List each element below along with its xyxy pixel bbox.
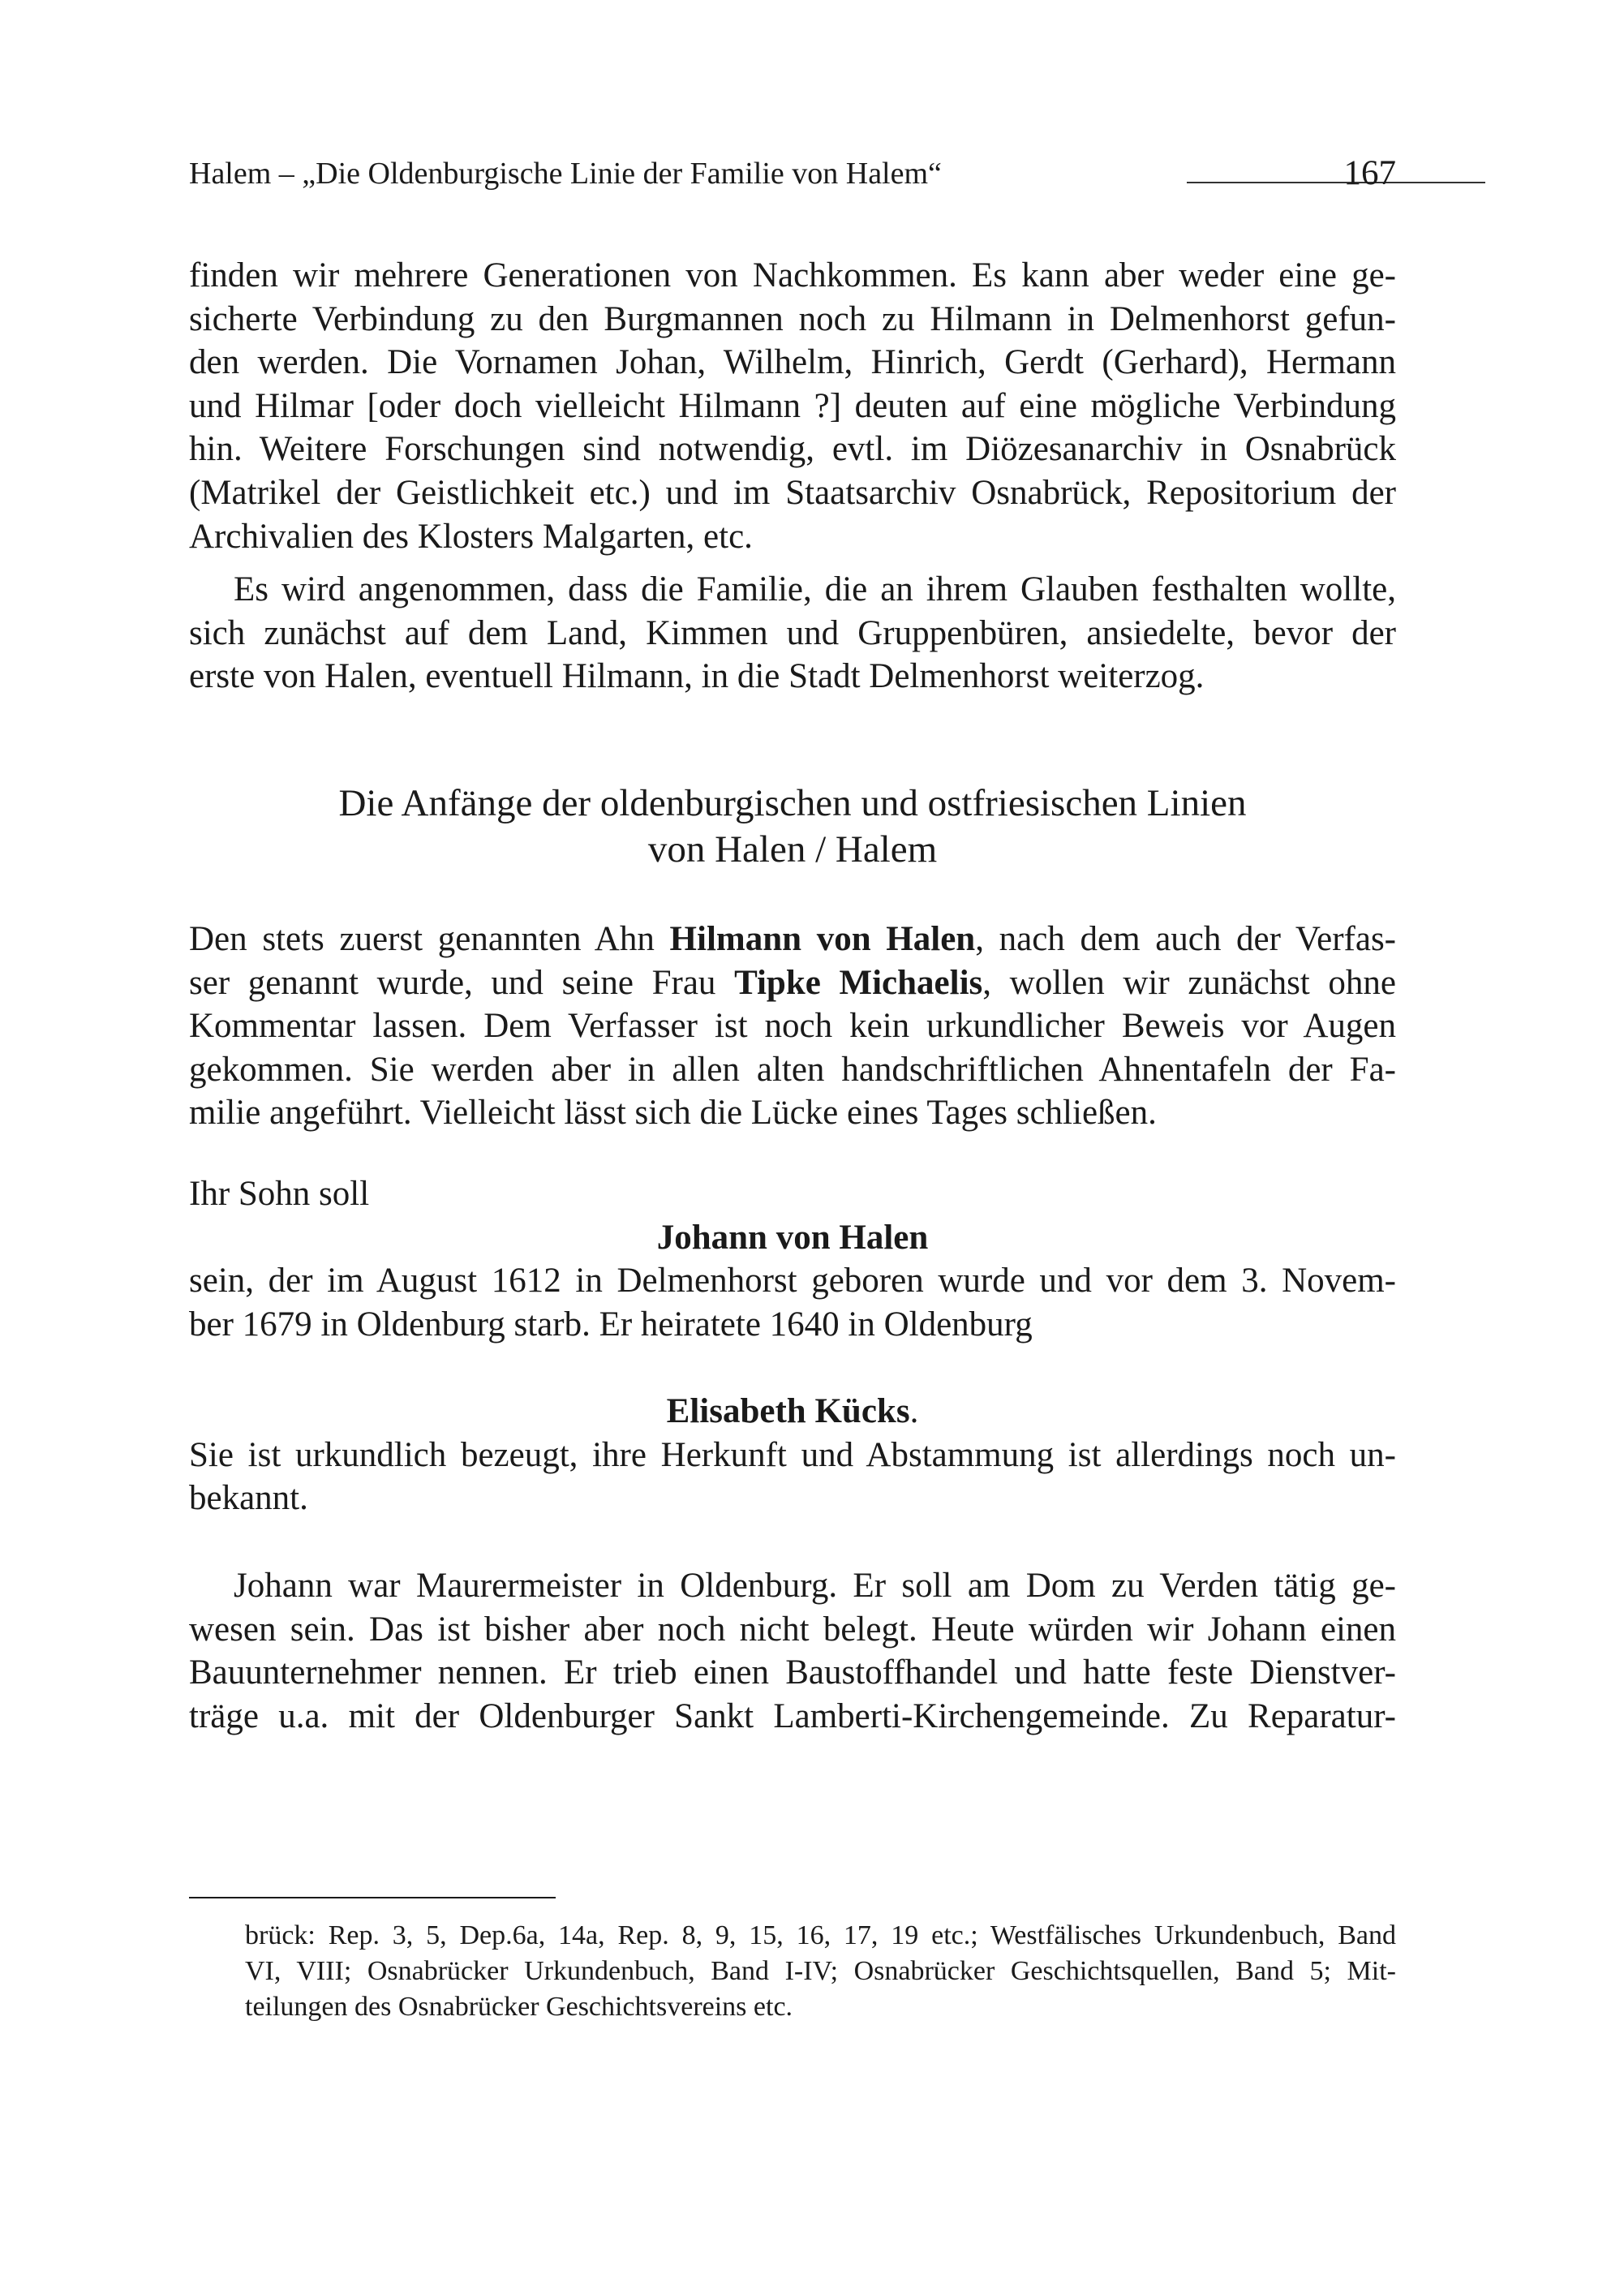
text-line: und Hilmar [oder doch vielleicht Hilmann ?] deuten auf eine mögliche Verbindung [189, 386, 1396, 425]
text-line: bekannt. [189, 1479, 308, 1518]
running-title: Halem – „Die Oldenburgische Linie der Familie von Halem“ [189, 157, 942, 191]
person-name: Johann von Halen [656, 1218, 929, 1257]
ancestors-paragraph [189, 918, 1396, 1135]
text-line: Sie ist urkundlich bezeugt, ihre Herkunft und Abstammung ist allerdings noch un- [189, 1435, 1396, 1474]
text-line: sicherte Verbindung zu den Burgmannen noch zu Hilmann in Delmenhorst gefun- [189, 299, 1396, 338]
running-head-rule [1187, 182, 1485, 183]
section-heading [189, 780, 1396, 873]
person-name-line [189, 1390, 1396, 1434]
text-run: Den stets zuerst genannten Ahn [189, 920, 670, 958]
text-line: Archivalien des Klosters Malgarten, etc. [189, 517, 753, 556]
text-run: ser genannt wurde, und seine Frau [189, 963, 735, 1002]
person-name: Elisabeth Kücks [666, 1392, 910, 1430]
running-head [189, 151, 1396, 196]
wife-paragraph [189, 1390, 1396, 1520]
text-line: Es wird angenommen, dass die Familie, die an ihrem Glauben festhalten wollte, [234, 570, 1396, 608]
career-paragraph [189, 1564, 1396, 1738]
text-line: hin. Weitere Forschungen sind notwendig, evtl. im Diözesanarchiv in Osnabrück [189, 430, 1396, 469]
text-line [189, 961, 1396, 1005]
text-line: Johann war Maurermeister in Oldenburg. Er soll am Dom zu Verden tätig ge- [234, 1567, 1396, 1605]
text-line: sein, der im August 1612 in Delmenhorst geboren wurde und vor dem 3. Novem- [189, 1262, 1396, 1301]
person-name-line [189, 1216, 1396, 1260]
footnote-line: teilungen des Osnabrücker Geschichtsvereins etc. [245, 1992, 793, 2022]
text-line: ber 1679 in Oldenburg starb. Er heiratete 1640 in Oldenburg [189, 1305, 1033, 1344]
text-line: erste von Halen, eventuell Hilmann, in die Stadt Delmenhorst weiterzog. [189, 657, 1205, 696]
text-line: Bauunternehmer nennen. Er trieb einen Baustoffhandel und hatte feste Dienstver- [189, 1653, 1396, 1692]
page-number: 167 [1343, 154, 1396, 192]
ancestor-name: Hilmann von Halen [669, 920, 976, 958]
text-run: , nach dem auch der Verfas- [975, 920, 1397, 958]
text-line: Kommentar lassen. Dem Verfasser ist noch kein urkundlicher Beweis vor Augen [189, 1007, 1396, 1046]
section-heading-line: von Halen / Halem [647, 828, 938, 871]
footnote [245, 1918, 1396, 2025]
section-heading-line: Die Anfänge der oldenburgischen und ostfriesischen Linien [338, 782, 1247, 824]
footnote-line: VI, VIII; Osnabrücker Urkundenbuch, Band I-IV; Osnabrücker Geschichtsquellen, Band 5; Mit- [245, 1956, 1396, 1986]
text-line: gekommen. Sie werden aber in allen alten handschriftlichen Ahnentafeln der Fa- [189, 1050, 1396, 1089]
footnote-line: brück: Rep. 3, 5, Dep.6a, 14a, Rep. 8, 9, 15, 16, 17, 19 etc.; Westfälisches Urkundenbuch, Band [245, 1920, 1396, 1950]
son-paragraph [189, 1172, 1396, 1346]
text-line: den werden. Die Vornamen Johan, Wilhelm, Hinrich, Gerdt (Gerhard), Hermann [189, 343, 1396, 382]
text-line: sich zunächst auf dem Land, Kimmen und Gruppenbüren, ansiedelte, bevor der [189, 613, 1396, 652]
footnote-separator [189, 1897, 556, 1898]
text-line: milie angeführt. Vielleicht lässt sich die Lücke eines Tages schließen. [189, 1094, 1157, 1133]
settlement-paragraph [189, 568, 1396, 699]
text-run: , wollen wir zunächst ohne [982, 963, 1396, 1002]
text-line: träge u.a. mit der Oldenburger Sankt Lamberti-Kirchengemeinde. Zu Reparatur- [189, 1696, 1396, 1735]
text-run: . [909, 1392, 919, 1430]
text-line: Ihr Sohn soll [189, 1175, 370, 1213]
intro-paragraph [189, 254, 1396, 558]
text-line: finden wir mehrere Generationen von Nachkommen. Es kann aber weder eine ge- [189, 256, 1396, 295]
text-line: wesen sein. Das ist bisher aber noch nicht belegt. Heute würden wir Johann einen [189, 1610, 1396, 1649]
ancestor-name: Tipke Michaelis [734, 963, 983, 1002]
text-line [189, 918, 1396, 961]
text-line: (Matrikel der Geistlichkeit etc.) und im Staatsarchiv Osnabrück, Repositorium der [189, 473, 1396, 512]
